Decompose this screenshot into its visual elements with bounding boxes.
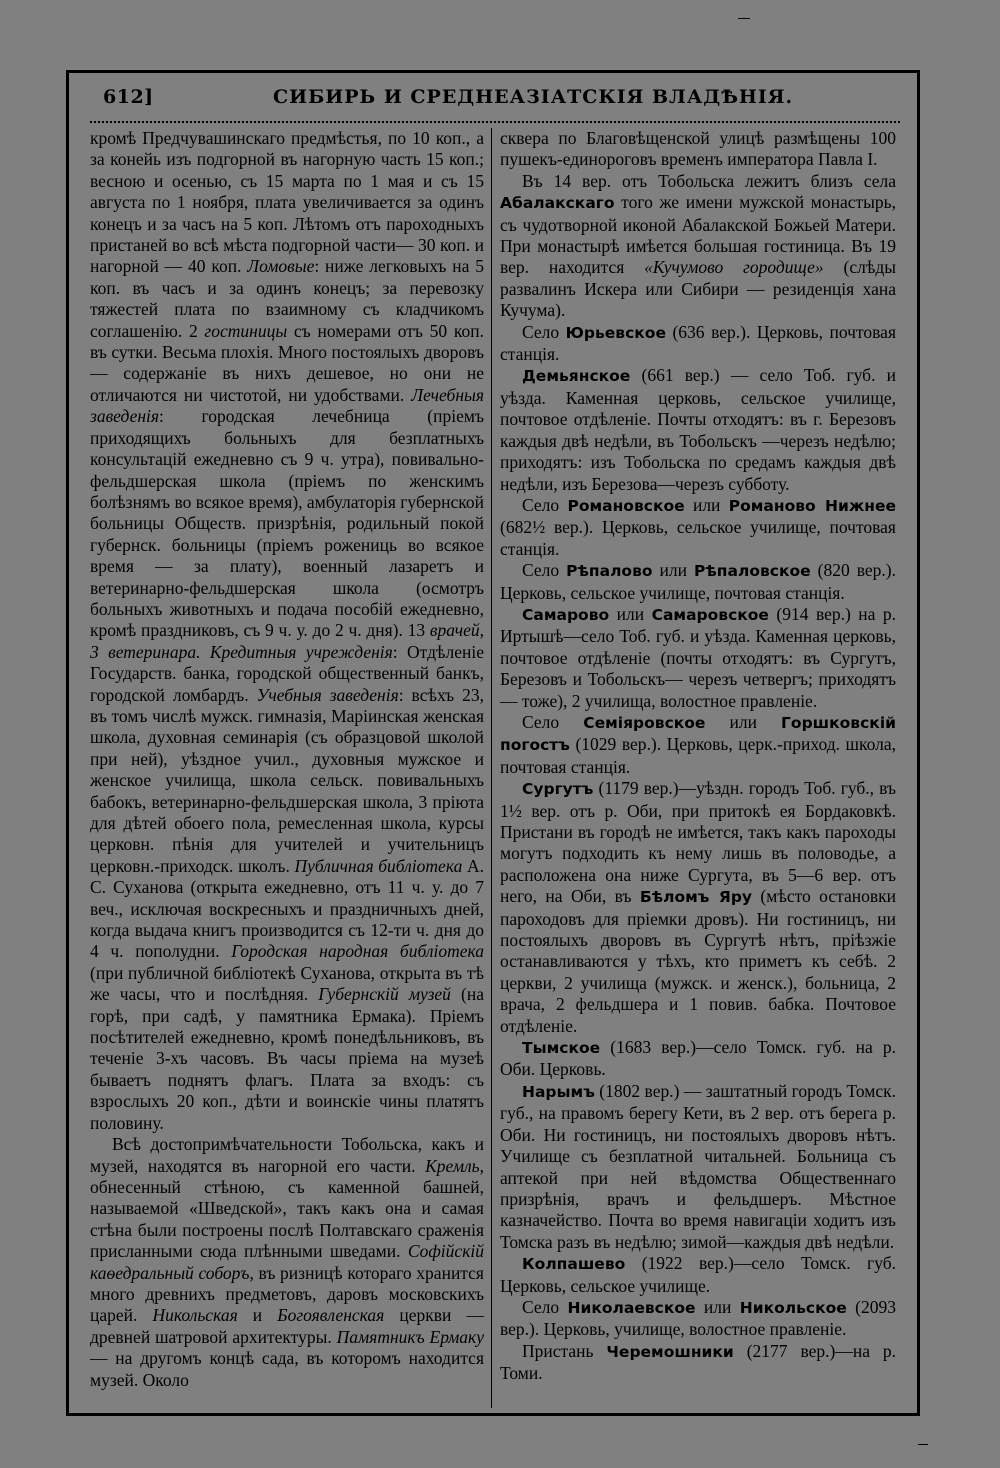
- text-run: или: [705, 711, 782, 732]
- paragraph: [500, 604, 896, 712]
- italic-term: Никольская: [152, 1305, 238, 1326]
- italic-term: гостиницы: [204, 320, 288, 341]
- text-run: — на другомъ концѣ сада, въ которомъ находится музей. Около: [90, 1348, 484, 1390]
- page-number: 612]: [103, 86, 154, 108]
- text-run: Село: [522, 560, 567, 581]
- text-run: церкви — древней шатровой архитектуры.: [90, 1305, 484, 1347]
- italic-term: Богоявленская: [277, 1305, 385, 1326]
- place-name: Горшковскiй погостъ: [500, 713, 896, 755]
- text-run: (2093 вер.). Церковь, училище, волостное правленiе.: [500, 1296, 896, 1340]
- paragraph: [500, 322, 896, 366]
- place-name: Черемошники: [606, 1342, 734, 1361]
- text-run: и: [237, 1305, 278, 1326]
- text-run: , въ ризницѣ котораго хранится много древнихъ предметовъ, даровъ московскихъ царей.: [90, 1262, 484, 1326]
- place-name: Самаровское: [651, 605, 769, 624]
- italic-term: врачей, 3 ветеринара. Кредитныя учрежденiя: [90, 620, 484, 662]
- place-name: Колпашево: [522, 1255, 626, 1274]
- text-run: Село: [522, 321, 566, 342]
- italic-term: Софiйскiй каѳедральный соборъ: [90, 1241, 484, 1283]
- text-run: А. С. Суханова (открыта ежедневно, отъ 11 ч. у. до 7 веч., исключая воскресныхъ и праздничныхъ дней, когда выдача книгъ производится съ 12-ти ч. дня до 4 ч. пополудни.: [90, 855, 484, 962]
- paragraph: [500, 560, 896, 604]
- paragraph: [90, 128, 484, 1134]
- text-run: : Отдѣленiе Государств. банка, городской общественный банкъ, городской ломбардъ.: [90, 641, 484, 705]
- italic-term: Губернскiй музей: [318, 984, 451, 1005]
- text-run: (2177 вер.)—на р. Томи.: [500, 1340, 896, 1384]
- italic-term: Кремль: [425, 1155, 480, 1176]
- text-run: кромѣ Предчувашинскаго предмѣстья, по 10 коп., а за конейь изъ подгорной въ нагорную часть 15 коп.; весною и осенью, съ 15 марта по 1 мая и съ 15 августа по 1 ноября, плата увеличивается за одинъ конецъ и за часъ на 5 коп. Лѣтомъ отъ пароходныхъ пристаней во всѣ мѣста подгорной части— 30 коп. и нагорной — 40 коп.: [90, 128, 484, 277]
- text-run: : городская лечебница (прiемъ приходящихъ больныхъ для безплатныхъ консультацiй ежедневно съ 9 ч. утра), повивально-фельдшерская школа (прiемъ по женскимъ болѣзнямъ во всякое время), амбулаторiя губернской больницы Обществ. призрѣнiя, родильный покой губернск. больницы (прiемъ рожениць во всякое время — за плату), военный лазаретъ и ветеринарно-фельдшерская школа (осмотръ больныхъ животныхъ и подача пособiй ежедневно, кромѣ праздниковъ, съ 9 ч. у. до 2 ч. дня). 13: [90, 406, 484, 641]
- paragraph: [500, 1081, 896, 1253]
- place-name: Сургутъ: [522, 780, 594, 799]
- text-run: (при публичной библiотекѣ Суханова, открыта въ тѣ же часы, что и послѣдняя.: [90, 962, 484, 1005]
- scan-mark-bottom: [918, 1444, 928, 1445]
- text-run: Пристань: [522, 1340, 607, 1361]
- italic-term: Ломовые: [247, 256, 315, 277]
- paragraph: [500, 495, 896, 560]
- text-run: (1179 вер.)—уѣздн. городъ Тоб. губ., въ 1½ вер. отъ р. Оби, при притокѣ ея Бордаковкѣ. Пристани въ городѣ не имѣется, такъ какъ пароходы могутъ подходить къ нему лишь въ половодье, а расположена она ниже Сургута, въ 5—6 вер. отъ него, на Оби, въ: [500, 778, 896, 907]
- place-name: Самарово: [522, 605, 610, 624]
- place-name: Рѣпаловское: [694, 562, 811, 581]
- text-run: Всѣ достопримѣчательности Тобольска, какъ и музей, находятся въ нагорной его части.: [90, 1134, 484, 1176]
- left-column: [90, 128, 484, 1408]
- place-name: Романово Нижнее: [728, 496, 896, 515]
- scan-mark-top: [738, 18, 750, 19]
- text-run: (на горѣ, при садѣ, у памятника Ермака). Прiемъ посѣтителей ежедневно, кромѣ понедѣльниковъ, въ теченiе 3-хъ часовъ. Въ часы прiема на музеѣ бываетъ поднятъ флагъ. Плата за входъ: съ взрослыхъ 20 коп., дѣти и воинскiе чины платятъ половину.: [90, 984, 484, 1133]
- place-name: Семiяровское: [583, 713, 706, 732]
- text-run: (682½ вер.). Церковь, сельское училище, почтовая станцiя.: [500, 517, 896, 559]
- paragraph: [500, 1297, 896, 1341]
- text-run: (820 вер.). Церковь, сельское училище, почтовая станцiя.: [500, 560, 896, 603]
- text-run: (914 вер.) на р. Иртышѣ—село Тоб. губ. и уѣзда. Каменная церковь, почтовое отдѣленiе (почты отходятъ: въ Сургутъ, Березовъ и Тобольскъ— черезъ четвергъ; приходятъ — тоже), 2 училища, волостное правленiе.: [500, 603, 896, 711]
- running-title: СИБИРЬ И СРЕДНЕАЗIАТСКIЯ ВЛАДѢНIЯ.: [273, 86, 794, 108]
- paragraph: [90, 1134, 484, 1391]
- right-column: [500, 128, 896, 1408]
- paragraph: [500, 712, 896, 778]
- text-run: Село: [522, 494, 568, 515]
- italic-term: Лечебныя заведенiя: [90, 384, 484, 427]
- paragraph: [500, 1037, 896, 1081]
- place-name: Николаевское: [567, 1298, 696, 1317]
- text-run: (661 вер.) — село Тоб. губ. и уѣзда. Каменная церковь, сельское училище, почтовое отдѣленiе. Почты отходятъ: въ г. Березовъ каждыя двѣ недѣли, въ Тобольскъ —черезъ недѣлю; приходятъ: изъ Тобольска по средамъ каждыя двѣ недѣли, изъ Березова—черезъ субботу.: [500, 365, 896, 494]
- italic-term: Учебныя заведенiя: [256, 684, 399, 705]
- text-run: (мѣсто остановки пароходовъ для прiемки дровъ). Ни гостиницъ, ни постоялыхъ дворовъ въ Сургутѣ нѣтъ, прiѣзжiе останавливаются у тѣхъ, кто приметъ къ себѣ. 2 церкви, 2 училища (мужск. и женск.), больница, 2 врача, 2 фельдшера и 1 повив. бабка. Почтовое отдѣленiе.: [500, 886, 896, 1036]
- text-run: Въ 14 вер. отъ Тобольска лежитъ близъ села: [522, 170, 896, 191]
- place-name: Абалакскаго: [500, 194, 615, 213]
- text-run: (1922 вер.)—село Томск. губ. Церковь, сельское училище.: [500, 1253, 896, 1296]
- paragraph: [500, 365, 896, 494]
- italic-term: Публичная библiотека: [294, 855, 463, 876]
- text-run: или: [695, 1296, 740, 1317]
- text-run: (1683 вер.)—село Томск. губ. на р. Оби. Церковь.: [500, 1037, 896, 1080]
- text-run: (636 вер.). Церковь, почтовая станцiя.: [500, 321, 896, 365]
- header-rule: [90, 121, 900, 127]
- text-run: того же имени мужской монастырь, съ чудотворной иконой Абалакской Божьей Матери. При монастырѣ имѣется большая гостиница. Въ 19 вер. находится: [500, 192, 896, 278]
- text-run: , обнесенный стѣною, съ каменной башней, называемой «Шведской», такъ какъ она и самая стѣна были построены послѣ Полтавскаго сраженiя присланными сюда плѣнными шведами.: [90, 1155, 484, 1262]
- place-name: Юрьевское: [565, 323, 666, 342]
- text-run: сквера по Благовѣщенской улицѣ размѣщены 100 пушекъ-единороговъ временъ императора Павла I.: [500, 128, 896, 170]
- place-name: Романовское: [567, 496, 685, 515]
- paragraph: [500, 1341, 896, 1385]
- place-name: Демьянское: [522, 367, 631, 386]
- text-run: или: [652, 560, 695, 581]
- text-run: (слѣды развалинъ Искера или Сибири — резиденцiя хана Кучума).: [500, 257, 896, 321]
- text-run: съ номерами отъ 50 коп. въ сутки. Весьма плохiя. Много постоялыхъ дворовъ— содержанiе въ нихъ дешевое, но они не отличаются ни чистотой, ни удобствами.: [90, 320, 484, 405]
- text-run: (1029 вер.). Церковь, церк.-приход. школа, почтовая станцiя.: [500, 734, 896, 777]
- text-run: Село: [522, 1296, 568, 1317]
- page-header: [103, 86, 903, 120]
- paragraph: [500, 1253, 896, 1297]
- paragraph: [500, 171, 896, 322]
- place-name: Рѣпалово: [566, 562, 653, 581]
- text-run: (1802 вер.) — заштатный городъ Томск. губ., на правомъ берегу Кети, въ 2 вер. отъ берега р. Оби. Ни гостиницъ, ни постоялыхъ дворовъ нѣтъ. Училище съ безплатной читальней. Больница съ аптекой при ней вѣдомства Общественнаго призрѣнiя, врачъ и фельдшеръ. Мѣстное казначейство. Почта во время навигацiи ходитъ изъ Томска разъ въ недѣлю; зимой—каждыя двѣ недѣли.: [500, 1080, 896, 1252]
- text-run: : ниже легковыхъ на 5 коп. въ часъ и за одинъ конецъ; за перевозку тяжестей плата по взаимному съ кладчикомъ соглашенiю. 2: [90, 256, 484, 341]
- place-name: Тымское: [522, 1039, 601, 1058]
- paragraph: [500, 778, 896, 1037]
- text-run: или: [684, 494, 729, 515]
- place-name: Нарымъ: [522, 1082, 595, 1101]
- place-name: Никольское: [739, 1298, 847, 1317]
- italic-term: Памятникъ Ермаку: [336, 1326, 484, 1347]
- text-run: Село: [522, 711, 584, 732]
- italic-term: «Кучумово городище»: [644, 257, 824, 278]
- paragraph: [500, 128, 896, 171]
- text-run: : всѣхъ 23, въ томъ числѣ мужск. гимназiя, Марiинская женская школа, духовная семинарiя (съ образцовой школой при ней), уѣздное учил., духовныя мужское и женское училища, школа сельск. повивальныхъ бабокъ, ветеринарно-фельдшерская школа, 3 прiюта для дѣтей обоего пола, ремесленная школа, курсы церковн. пѣнiя для учителей и учительницъ церковн.-приходск. школъ.: [90, 684, 484, 876]
- italic-term: Городская народная библiотека: [231, 941, 484, 962]
- column-divider: [491, 128, 492, 1408]
- place-name: Бѣломъ Яру: [639, 888, 753, 907]
- text-run: или: [609, 603, 652, 624]
